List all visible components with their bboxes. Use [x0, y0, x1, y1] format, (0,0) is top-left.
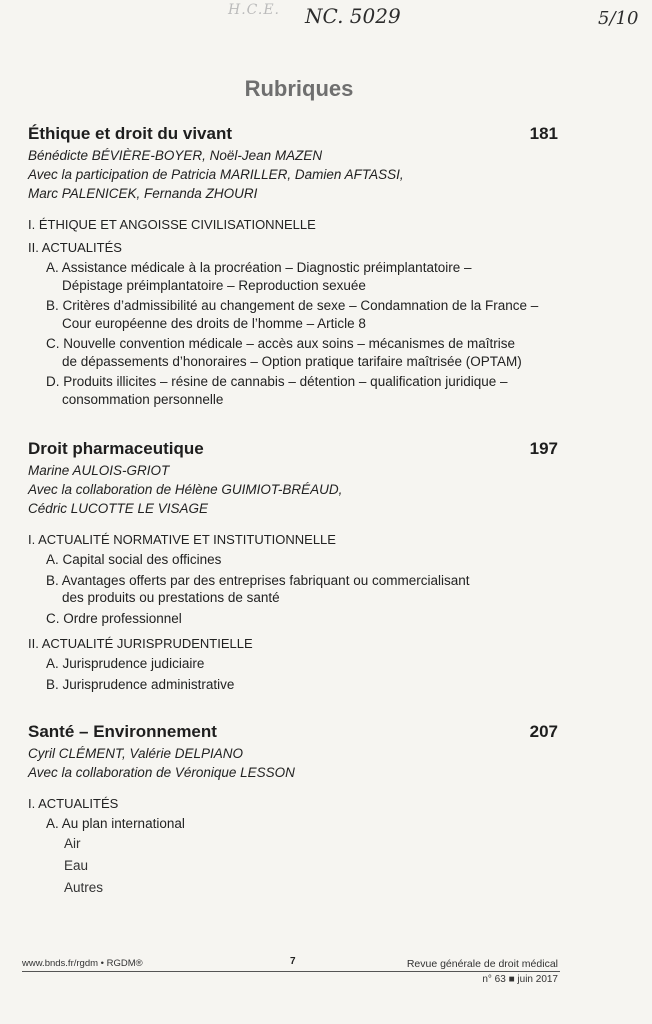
handwritten-fraction: 5/10: [598, 8, 639, 29]
footer-journal: Revue générale de droit médical: [406, 958, 558, 970]
outline-subitem: Eau: [64, 857, 89, 873]
outline-item-line: Dépistage préimplantatoire – Reproduction sexuée: [62, 277, 366, 293]
outline-heading: II. ACTUALITÉ JURISPRUDENTIELLE: [28, 636, 253, 651]
issue-number: n° 63: [482, 974, 506, 985]
outline-item-line: B. Critères d’admissibilité au changement de sexe – Condamnation de la France –: [46, 298, 539, 313]
outline-item-line: D. Produits illicites – résine de cannabis – détention – qualification juridique –: [46, 374, 508, 389]
outline-item-line: des produits ou prestations de santé: [62, 590, 280, 605]
author-line: Bénédicte BÉVIÈRE-BOYER, Noël-Jean MAZEN: [28, 148, 323, 163]
page-title: Rubriques: [244, 76, 354, 101]
author-line: Marc PALENICEK, Fernanda ZHOURI: [28, 186, 258, 201]
outline-item-line: A. Assistance médicale à la procréation – Diagnostic préimplantatoire –: [46, 260, 472, 275]
outline-item: [46, 655, 558, 673]
handwritten-stamp: H.C.E.: [228, 2, 280, 18]
outline-item: [46, 815, 558, 833]
outline-item-line: C. Nouvelle convention médicale – accès aux soins – mécanismes de maîtrise: [46, 336, 515, 351]
section-header: [28, 124, 558, 146]
outline-item: [46, 373, 558, 408]
author-line: Avec la collaboration de Hélène GUIMIOT-BRÉAUD,: [28, 482, 343, 497]
author-line: Cyril CLÉMENT, Valérie DELPIANO: [28, 746, 244, 761]
outline-item: [46, 259, 558, 294]
outline-item-line: A. Au plan international: [46, 816, 185, 831]
outline-item: [46, 610, 558, 628]
section-title[interactable]: Santé – Environnement: [28, 722, 217, 741]
section-title[interactable]: Éthique et droit du vivant: [28, 124, 233, 143]
handwritten-code: NC. 5029: [305, 4, 401, 28]
author-line: Cédric LUCOTTE LE VISAGE: [28, 501, 209, 516]
section-authors: [28, 744, 558, 782]
outline-item-line: de dépassements d’honoraires – Option pratique tarifaire maîtrisée (OPTAM): [62, 353, 522, 369]
outline-item-line: A. Capital social des officines: [46, 552, 222, 567]
footer-page-number: 7: [290, 956, 296, 967]
square-bullet-icon: ■: [508, 974, 515, 985]
outline-item-line: B. Jurisprudence administrative: [46, 676, 235, 692]
footer-divider: [22, 971, 560, 972]
footer-issue: [482, 974, 558, 985]
author-line: Avec la collaboration de Véronique LESSON: [28, 765, 295, 780]
section-header: [28, 439, 558, 461]
section-authors: [28, 461, 558, 518]
outline-subitem: Autres: [64, 879, 104, 895]
outline-item: [46, 551, 558, 569]
outline-item-line: B. Avantages offerts par des entreprises fabriquant ou commercialisant: [46, 572, 470, 588]
section-droit-pharmaceutique: [28, 439, 558, 693]
section-outline: [28, 531, 558, 693]
outline-item-line: A. Jurisprudence judiciaire: [46, 656, 205, 671]
outline-item: [46, 572, 558, 607]
outline-item-line: Cour européenne des droits de l’homme – Article 8: [62, 315, 366, 331]
section-page-number: 197: [529, 439, 558, 458]
outline-heading: I. ÉTHIQUE ET ANGOISSE CIVILISATIONNELLE: [28, 217, 316, 232]
outline-item-line: C. Ordre professionnel: [46, 610, 182, 626]
outline-heading: I. ACTUALITÉ NORMATIVE ET INSTITUTIONNELLE: [28, 532, 336, 547]
section-outline: [28, 795, 558, 899]
section-authors: [28, 146, 558, 203]
section-page-number: 207: [529, 722, 558, 741]
outline-item: [46, 297, 558, 332]
outline-item: [46, 335, 558, 370]
footer-website[interactable]: www.bnds.fr/rgdm • RGDM®: [22, 958, 143, 969]
outline-heading: I. ACTUALITÉS: [28, 796, 119, 811]
section-header: [28, 722, 558, 744]
section-ethique: [28, 124, 558, 408]
outline-item-line: consommation personnelle: [62, 391, 224, 407]
author-line: Avec la participation de Patricia MARILLER, Damien AFTASSI,: [28, 167, 404, 182]
outline-heading: II. ACTUALITÉS: [28, 240, 122, 255]
outline-item: [46, 676, 558, 694]
section-title[interactable]: Droit pharmaceutique: [28, 439, 204, 458]
outline-subitem: Air: [64, 835, 81, 851]
author-line: Marine AULOIS-GRIOT: [28, 463, 170, 478]
section-outline: [28, 216, 558, 408]
section-sante-environnement: [28, 722, 558, 899]
issue-date: juin 2017: [517, 974, 558, 985]
section-page-number: 181: [529, 124, 558, 143]
